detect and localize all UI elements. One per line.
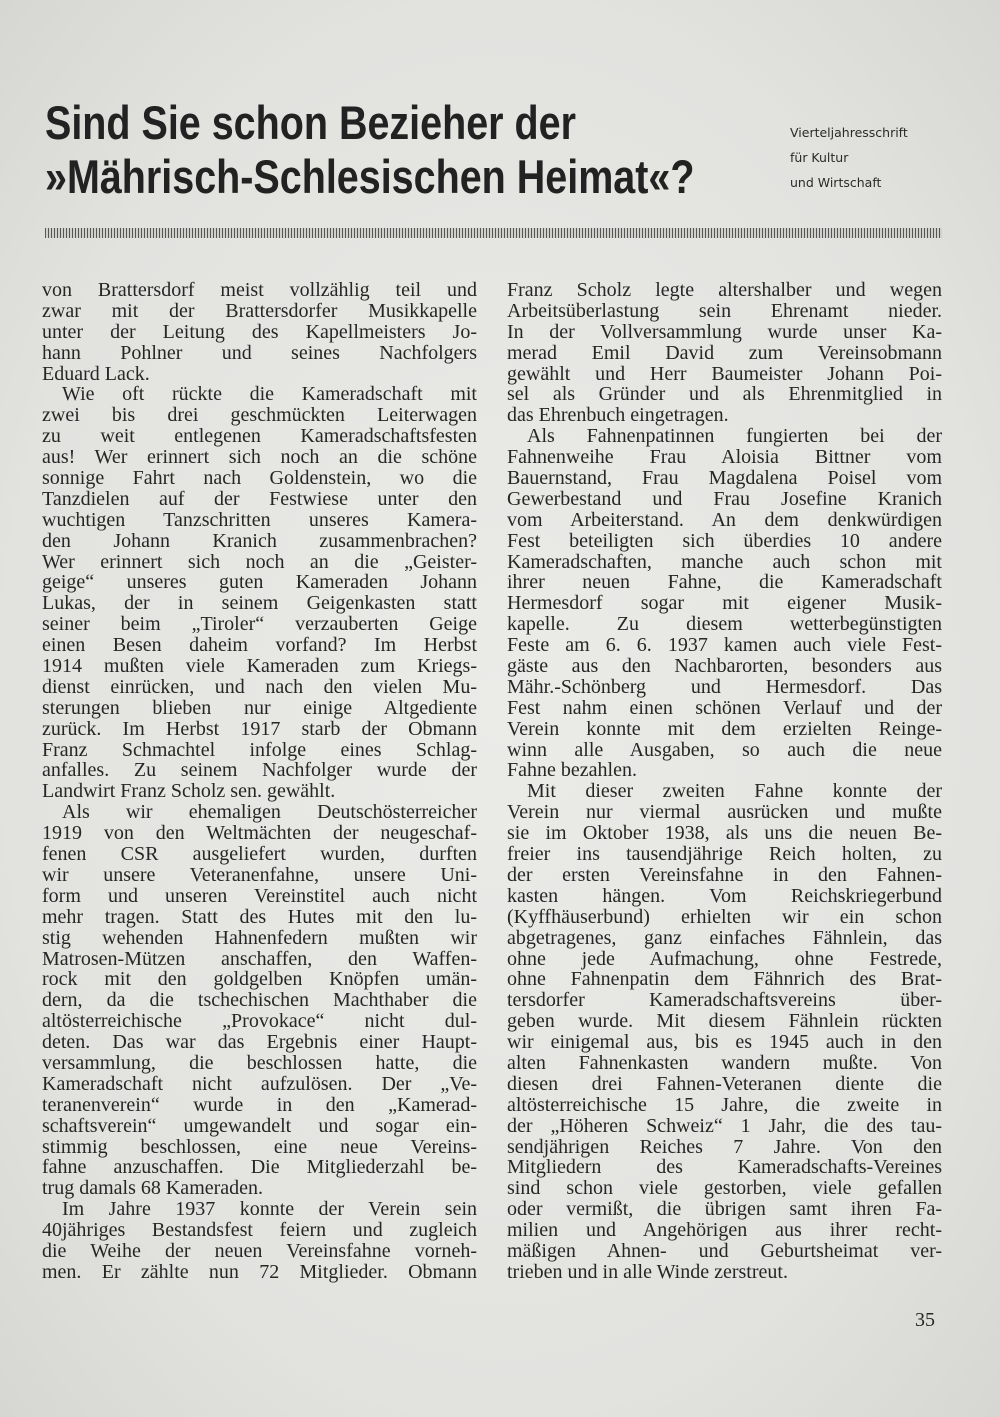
text-line: Eduard Lack. — [42, 362, 150, 385]
text-line: gewählt und Herr Baumeister Johann Poi- — [507, 362, 942, 385]
text-line: Bauernstand, Frau Magdalena Poisel vom — [507, 467, 942, 490]
text-line: teranenverein“ wurde in den „Kamerad- — [42, 1093, 477, 1116]
text-line: ohne jede Aufmachung, ohne Festrede, — [507, 947, 942, 970]
text-line: altösterreichische 15 Jahre, die zweite in — [507, 1093, 942, 1116]
text-line: rock mit den goldgelben Knöpfen umän- — [42, 968, 477, 991]
text-line: Hermesdorf sogar mit eigener Musik- — [507, 592, 942, 615]
text-line: Gewerbestand und Frau Josefine Kranich — [507, 487, 942, 510]
text-line: wuchtigen Tanzschritten unseres Kamera- — [42, 508, 477, 531]
text-line: geben wurde. Mit diesem Fähnlein rückten — [507, 1010, 942, 1033]
text-line: hann Pohlner und seines Nachfolgers — [42, 341, 477, 364]
text-line: tersdorfer Kameradschaftsvereins über- — [507, 989, 942, 1012]
text-line: kasten hängen. Vom Reichskriegerbund — [507, 884, 942, 907]
text-line: aus! Wer erinnert sich noch an die schöne — [42, 446, 477, 469]
text-line: deten. Das war das Ergebnis einer Haupt- — [42, 1031, 477, 1054]
text-line: Wer erinnert sich noch an die „Geister- — [42, 550, 477, 573]
text-line: anfalles. Zu seinem Nachfolger wurde der — [42, 759, 477, 782]
text-line: Fahne bezahlen. — [507, 759, 637, 782]
text-line: versammlung, die beschlossen hatte, die — [42, 1051, 477, 1074]
text-line: Fest nahm einen schönen Verlauf und der — [507, 696, 942, 719]
text-line: seiner beim „Tiroler“ verzauberten Geige — [42, 613, 477, 636]
text-line: sel als Gründer und als Ehrenmitglied in — [507, 383, 942, 406]
text-line: 1919 von den Weltmächten der neugeschaf- — [42, 822, 477, 845]
text-line: altösterreichische „Provokace“ nicht dul- — [42, 1010, 477, 1033]
text-line: sonnige Fahrt nach Goldenstein, wo die — [42, 467, 477, 490]
text-line: mehr tragen. Statt des Hutes mit den lu- — [42, 905, 477, 928]
text-line: Tanzdielen auf der Festwiese unter den — [42, 487, 477, 510]
text-line: trieben und in alle Winde zerstreut. — [507, 1260, 788, 1283]
text-line: gäste aus den Nachbarorten, besonders aus — [507, 655, 942, 678]
paragraph — [42, 1199, 477, 1283]
text-line: freier ins tausendjährige Reich holten, zu — [507, 843, 942, 866]
headline-line-2: »Mährisch-Schlesischen Heimat«? — [45, 150, 695, 203]
paragraph — [42, 280, 477, 384]
text-line: zu weit entlegenen Kameradschaftsfesten — [42, 425, 477, 448]
text-line: Feste am 6. 6. 1937 kamen auch viele Fest- — [507, 634, 942, 657]
text-line: kapelle. Zu diesem wetterbegünstigten — [507, 613, 942, 636]
text-line: form und unseren Vereinstitel auch nicht — [42, 884, 477, 907]
text-line: abgetragenes, ganz einfaches Fähnlein, das — [507, 926, 942, 949]
text-line: Wie oft rückte die Kameradschaft mit — [62, 383, 477, 406]
text-line: den Johann Kranich zusammenbrachen? — [42, 529, 477, 552]
text-line: men. Er zählte nun 72 Mitglieder. Obmann — [42, 1260, 477, 1283]
text-line: zurück. Im Herbst 1917 starb der Obmann — [42, 717, 477, 740]
text-line: zwei bis drei geschmückten Leiterwagen — [42, 404, 477, 427]
text-line: dern, da die tschechischen Machthaber die — [42, 989, 477, 1012]
headline-line-1: Sind Sie schon Bezieher der — [45, 96, 576, 149]
text-line: wir einigemal aus, bis es 1945 auch in den — [507, 1031, 942, 1054]
text-line: fahne anzuschaffen. Die Mitgliederzahl be- — [42, 1156, 477, 1179]
text-line: mäßigen Ahnen- und Geburtsheimat ver- — [507, 1239, 942, 1262]
text-line: sind schon viele gestorben, viele gefallen — [507, 1177, 942, 1200]
text-line: Franz Schmachtel infolge eines Schlag- — [42, 738, 477, 761]
text-line: Lukas, der in seinem Geigenkasten statt — [42, 592, 477, 615]
text-line: von Brattersdorf meist vollzählig teil und — [42, 279, 477, 301]
tagline-line-1: Vierteljahresschrift — [790, 125, 908, 140]
text-line: wir unsere Veteranenfahne, unsere Uni- — [42, 863, 477, 886]
text-line: diesen drei Fahnen-Veteranen diente die — [507, 1072, 942, 1095]
text-line: der ersten Vereinsfahne in den Fahnen- — [507, 863, 942, 886]
text-line: dienst einrücken, und nach den vielen Mu- — [42, 675, 477, 698]
text-line: Verein konnte mit dem erzielten Reinge- — [507, 717, 942, 740]
text-line: Verein nur viermal ausrücken und mußte — [507, 801, 942, 824]
text-line: geige“ unseres guten Kameraden Johann — [42, 571, 477, 594]
advertisement-headline — [45, 96, 818, 204]
text-column-left — [42, 280, 477, 1283]
paragraph — [507, 781, 942, 1282]
paragraph — [507, 280, 942, 426]
striped-divider — [45, 228, 942, 238]
text-line: Fahnenweihe Frau Aloisia Bittner vom — [507, 446, 942, 469]
text-line: Mitgliedern des Kameradschafts-Vereines — [507, 1156, 942, 1179]
text-line: trug damals 68 Kameraden. — [42, 1177, 264, 1200]
text-line: Matrosen-Mützen anschaffen, den Waffen- — [42, 947, 477, 970]
text-column-right — [507, 280, 942, 1283]
text-line: sie im Oktober 1938, als uns die neuen Be- — [507, 822, 942, 845]
text-line: Mit dieser zweiten Fahne konnte der — [527, 780, 942, 803]
text-line: Kameradschaften, manche auch schon mit — [507, 550, 942, 573]
text-line: oder vermißt, die übrigen samt ihren Fa- — [507, 1198, 942, 1221]
text-line: sendjährigen Reiches 7 Jahre. Von den — [507, 1135, 942, 1158]
text-line: 1914 mußten viele Kameraden zum Kriegs- — [42, 655, 477, 678]
text-line: Mähr.-Schönberg und Hermesdorf. Das — [507, 675, 942, 698]
text-line: einen Besen daheim vorfand? Im Herbst — [42, 634, 477, 657]
text-line: der „Höheren Schweiz“ 1 Jahr, die des tau- — [507, 1114, 942, 1137]
text-line: unter der Leitung des Kapellmeisters Jo- — [42, 320, 477, 343]
text-line: fenen CSR ausgeliefert wurden, durften — [42, 843, 477, 866]
text-line: 40jähriges Bestandsfest feiern und zugleich — [42, 1219, 477, 1242]
text-line: Franz Scholz legte altershalber und wegen — [507, 279, 942, 301]
paragraph — [507, 426, 942, 781]
text-line: Kameradschaft nicht aufzulösen. Der „Ve- — [42, 1072, 477, 1095]
text-line: schaftsverein“ umgewandelt und sogar ein- — [42, 1114, 477, 1137]
text-line: stimmig beschlossen, eine neue Vereins- — [42, 1135, 477, 1158]
text-line: Landwirt Franz Scholz sen. gewählt. — [42, 780, 336, 803]
text-line: Als wir ehemaligen Deutschösterreicher — [62, 801, 477, 824]
text-line: das Ehrenbuch eingetragen. — [507, 404, 729, 427]
text-line: milien und Angehörigen aus ihrer recht- — [507, 1219, 942, 1242]
text-line: zwar mit der Brattersdorfer Musikkapelle — [42, 299, 477, 322]
tagline-line-2: für Kultur — [790, 150, 849, 165]
text-line: stig wehenden Hahnenfedern mußten wir — [42, 926, 477, 949]
text-line: In der Vollversammlung wurde unser Ka- — [507, 320, 942, 343]
text-line: Als Fahnenpatinnen fungierten bei der — [527, 425, 942, 448]
text-line: Im Jahre 1937 konnte der Verein sein — [62, 1198, 477, 1221]
paragraph — [42, 384, 477, 802]
text-line: ohne Fahnenpatin dem Fähnrich des Brat- — [507, 968, 942, 991]
tagline-line-3: und Wirtschaft — [790, 175, 882, 190]
text-line: merad Emil David zum Vereinsobmann — [507, 341, 942, 364]
text-line: Fest beteiligten sich überdies 10 andere — [507, 529, 942, 552]
text-line: vom Arbeiterstand. An dem denkwürdigen — [507, 508, 942, 531]
text-line: sterungen blieben nur einige Altgediente — [42, 696, 477, 719]
paragraph — [42, 802, 477, 1199]
page-number: 35 — [915, 1309, 935, 1331]
publication-tagline — [790, 120, 908, 195]
text-line: winn alle Ausgaben, so auch die neue — [507, 738, 942, 761]
text-line: die Weihe der neuen Vereinsfahne vorneh- — [42, 1239, 477, 1262]
text-line: (Kyffhäuserbund) erhielten wir ein schon — [507, 905, 942, 928]
text-line: alten Fahnenkasten wandern mußte. Von — [507, 1051, 942, 1074]
text-line: ihrer neuen Fahne, die Kameradschaft — [507, 571, 942, 594]
text-line: Arbeitsüberlastung sein Ehrenamt nieder. — [507, 299, 942, 322]
